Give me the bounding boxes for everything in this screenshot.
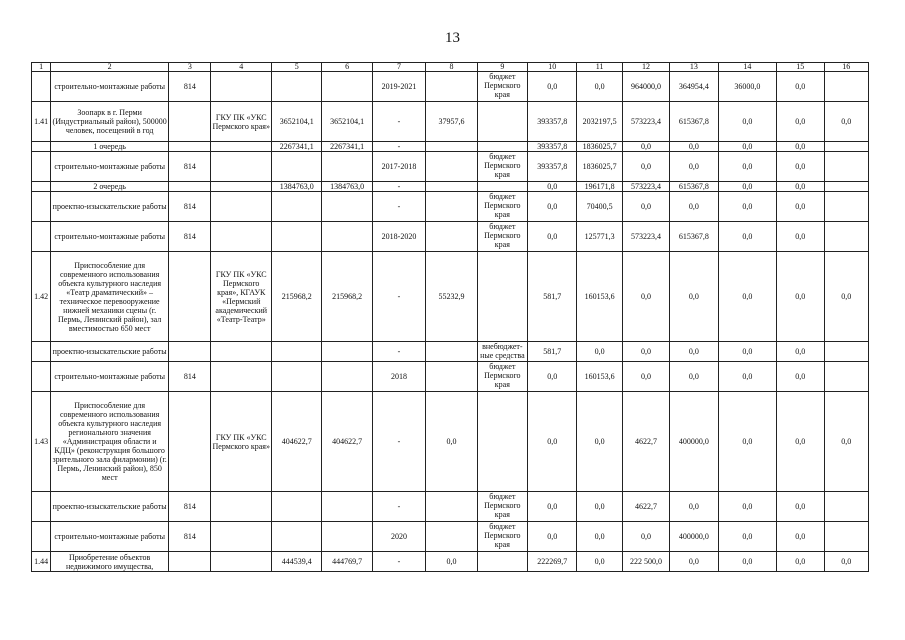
table-cell: 0,0 <box>718 192 776 222</box>
table-cell: 0,0 <box>670 192 718 222</box>
table-row <box>32 192 869 222</box>
table-cell: 196171,8 <box>577 182 622 192</box>
table-cell: 3652104,1 <box>271 102 321 142</box>
table-cell <box>426 152 477 182</box>
table-cell: 814 <box>169 192 211 222</box>
table-cell <box>32 152 51 182</box>
table-cell: проектно-изыскательские работы <box>51 342 169 362</box>
table-cell <box>271 492 321 522</box>
table-cell <box>477 252 527 342</box>
table-cell <box>824 182 869 192</box>
table-cell <box>322 522 372 552</box>
table-cell: 0,0 <box>670 492 718 522</box>
table-cell: 125771,3 <box>577 222 622 252</box>
table-cell <box>32 492 51 522</box>
table-cell <box>32 182 51 192</box>
table-cell: 0,0 <box>718 522 776 552</box>
table-cell: - <box>372 342 425 362</box>
table-cell: 0,0 <box>718 392 776 492</box>
table-cell: 1384763,0 <box>322 182 372 192</box>
table-cell: 0,0 <box>824 552 869 572</box>
table-cell <box>211 72 272 102</box>
table-row <box>32 102 869 142</box>
column-number: 10 <box>528 63 577 72</box>
table-cell: 0,0 <box>577 492 622 522</box>
table-cell <box>426 362 477 392</box>
table-cell: 0,0 <box>622 192 669 222</box>
table-cell: 0,0 <box>528 492 577 522</box>
page-number: 13 <box>445 30 460 46</box>
table-cell: бюджет Пермского края <box>477 72 527 102</box>
table-cell: 0,0 <box>718 552 776 572</box>
table-cell: - <box>372 492 425 522</box>
table-cell: 0,0 <box>777 492 824 522</box>
table-cell: бюджет Пермского края <box>477 152 527 182</box>
table-cell <box>824 342 869 362</box>
table-cell <box>169 182 211 192</box>
table-cell <box>426 182 477 192</box>
table-cell <box>477 142 527 152</box>
table-cell <box>271 362 321 392</box>
table-cell: 222 500,0 <box>622 552 669 572</box>
table-cell: 2019-2021 <box>372 72 425 102</box>
table-cell: 393357,8 <box>528 102 577 142</box>
table-cell: - <box>372 142 425 152</box>
table-cell: 814 <box>169 492 211 522</box>
table-cell <box>32 342 51 362</box>
table-cell <box>211 192 272 222</box>
investment-table <box>31 62 869 572</box>
table-cell: 0,0 <box>777 522 824 552</box>
table-cell <box>169 392 211 492</box>
table-cell <box>211 552 272 572</box>
table-cell: 1.44 <box>32 552 51 572</box>
table-row <box>32 72 869 102</box>
table-cell: 615367,8 <box>670 222 718 252</box>
table-cell: 0,0 <box>718 342 776 362</box>
table-cell: 0,0 <box>528 192 577 222</box>
table-cell: 0,0 <box>718 362 776 392</box>
table-cell: строительно-монтажные работы <box>51 362 169 392</box>
table-cell: 1.41 <box>32 102 51 142</box>
table-cell <box>271 222 321 252</box>
table-cell: 1384763,0 <box>271 182 321 192</box>
table-cell <box>211 142 272 152</box>
table-cell <box>426 342 477 362</box>
table-cell: проектно-изыскательские работы <box>51 192 169 222</box>
table-cell: 0,0 <box>718 102 776 142</box>
table-cell: 3652104,1 <box>322 102 372 142</box>
table-cell: 160153,6 <box>577 362 622 392</box>
table-cell: 215968,2 <box>271 252 321 342</box>
column-number: 7 <box>372 63 425 72</box>
table-cell <box>322 152 372 182</box>
table-cell: 0,0 <box>777 392 824 492</box>
table-cell: строительно-монтажные работы <box>51 522 169 552</box>
table-cell: Приспособление для современного использования объекта культурного наследия «Театр драматический» – техническое перевооружение нижней механики сцены (г. Пермь, Ленинский район), зал вместимостью 650 мест <box>51 252 169 342</box>
table-cell: 2 очередь <box>51 182 169 192</box>
table-cell: бюджет Пермского края <box>477 522 527 552</box>
column-number-row <box>32 63 869 72</box>
table-cell: 0,0 <box>622 522 669 552</box>
column-number: 12 <box>622 63 669 72</box>
table-cell: 364954,4 <box>670 72 718 102</box>
table-cell: 0,0 <box>777 192 824 222</box>
table-cell: 0,0 <box>824 252 869 342</box>
table-cell: - <box>372 392 425 492</box>
table-cell: - <box>372 252 425 342</box>
table-cell: 2017-2018 <box>372 152 425 182</box>
table-cell: 0,0 <box>777 252 824 342</box>
column-number: 6 <box>322 63 372 72</box>
table-cell: 814 <box>169 222 211 252</box>
table-cell <box>271 192 321 222</box>
table-cell: 615367,8 <box>670 102 718 142</box>
table-cell <box>477 392 527 492</box>
column-number: 3 <box>169 63 211 72</box>
table-cell <box>824 72 869 102</box>
table-cell: 0,0 <box>824 392 869 492</box>
table-cell <box>477 552 527 572</box>
table-cell <box>426 142 477 152</box>
table-cell: 0,0 <box>718 142 776 152</box>
table-cell: строительно-монтажные работы <box>51 152 169 182</box>
table-cell: 573223,4 <box>622 182 669 192</box>
table-cell <box>169 102 211 142</box>
table-cell <box>322 192 372 222</box>
table-cell <box>824 222 869 252</box>
table-cell: 2018-2020 <box>372 222 425 252</box>
table-cell <box>211 362 272 392</box>
table-cell: 0,0 <box>718 182 776 192</box>
table-cell: 0,0 <box>718 222 776 252</box>
column-number: 2 <box>51 63 169 72</box>
table-cell: 0,0 <box>718 252 776 342</box>
table-cell: бюджет Пермского края <box>477 362 527 392</box>
table-cell <box>32 522 51 552</box>
table-cell: 393357,8 <box>528 142 577 152</box>
table-cell: 400000,0 <box>670 522 718 552</box>
table-cell <box>824 142 869 152</box>
table-cell: строительно-монтажные работы <box>51 72 169 102</box>
table-cell: 1 очередь <box>51 142 169 152</box>
table-cell: 573223,4 <box>622 102 669 142</box>
column-number: 14 <box>718 63 776 72</box>
table-cell: 393357,8 <box>528 152 577 182</box>
table-cell: 0,0 <box>426 552 477 572</box>
table-cell: 615367,8 <box>670 182 718 192</box>
table-cell: 0,0 <box>777 72 824 102</box>
table-cell <box>169 552 211 572</box>
table-row <box>32 392 869 492</box>
table-cell: ГКУ ПК «УКС Пермского края» <box>211 102 272 142</box>
table-cell <box>824 192 869 222</box>
table-cell: 0,0 <box>622 362 669 392</box>
table-cell <box>322 72 372 102</box>
table-cell <box>477 182 527 192</box>
table-cell: ГКУ ПК «УКС Пермского края» <box>211 392 272 492</box>
table-cell: 964000,0 <box>622 72 669 102</box>
table-cell: 814 <box>169 522 211 552</box>
table-cell <box>32 72 51 102</box>
table-cell <box>32 362 51 392</box>
table-cell: 0,0 <box>670 142 718 152</box>
table-cell <box>322 222 372 252</box>
table-cell: 0,0 <box>577 552 622 572</box>
table-cell: 0,0 <box>528 392 577 492</box>
table-cell: 0,0 <box>528 522 577 552</box>
table-cell: 2267341,1 <box>322 142 372 152</box>
column-number: 15 <box>777 63 824 72</box>
table-cell: 814 <box>169 152 211 182</box>
table-cell: 0,0 <box>777 362 824 392</box>
table-cell: 1.42 <box>32 252 51 342</box>
table-cell: Приобретение объектов недвижимого имущества, <box>51 552 169 572</box>
table-cell: внебюджет-ные средства <box>477 342 527 362</box>
table-cell <box>426 72 477 102</box>
table-cell: 573223,4 <box>622 222 669 252</box>
column-number: 11 <box>577 63 622 72</box>
table-cell: 0,0 <box>622 142 669 152</box>
table-cell <box>824 152 869 182</box>
table-cell <box>426 222 477 252</box>
table-row <box>32 362 869 392</box>
table-cell <box>477 102 527 142</box>
table-cell: 0,0 <box>528 72 577 102</box>
table-cell: Зоопарк в г. Перми (Индустриальный район), 500000 человек, посещений в год <box>51 102 169 142</box>
table-row <box>32 142 869 152</box>
table-cell <box>211 222 272 252</box>
table-cell: 0,0 <box>777 182 824 192</box>
table-cell: 160153,6 <box>577 252 622 342</box>
table-cell: 404622,7 <box>271 392 321 492</box>
table-cell <box>211 182 272 192</box>
table-cell <box>169 142 211 152</box>
table-cell: 0,0 <box>577 392 622 492</box>
table-cell: 222269,7 <box>528 552 577 572</box>
table-cell <box>322 362 372 392</box>
table-cell: Приспособление для современного использования объекта культурного наследия регионального значения «Администрация области и КДЦ» (реконструкция большого зрительного зала филармонии) (г. Пермь, Ленинский район), 850 мест <box>51 392 169 492</box>
table-cell: 0,0 <box>670 362 718 392</box>
table-row <box>32 492 869 522</box>
table-cell <box>824 522 869 552</box>
table-cell: 444539,4 <box>271 552 321 572</box>
table-row <box>32 522 869 552</box>
table-cell: 0,0 <box>670 252 718 342</box>
table-cell: - <box>372 102 425 142</box>
table-row <box>32 552 869 572</box>
table-row <box>32 342 869 362</box>
table-cell: ГКУ ПК «УКС Пермского края», КГАУК «Пермский академический «Театр-Театр» <box>211 252 272 342</box>
table-cell: 70400,5 <box>577 192 622 222</box>
table-cell: бюджет Пермского края <box>477 492 527 522</box>
table-cell <box>211 152 272 182</box>
column-number: 1 <box>32 63 51 72</box>
table-cell <box>271 342 321 362</box>
table-cell: 0,0 <box>777 142 824 152</box>
table-cell <box>211 342 272 362</box>
table-cell: - <box>372 192 425 222</box>
table-cell: 2032197,5 <box>577 102 622 142</box>
table-cell: 0,0 <box>670 552 718 572</box>
table-cell <box>271 72 321 102</box>
table-cell <box>322 342 372 362</box>
table-cell <box>32 192 51 222</box>
table-cell <box>271 152 321 182</box>
table-cell: 581,7 <box>528 342 577 362</box>
table-cell <box>271 522 321 552</box>
table-cell: 814 <box>169 362 211 392</box>
table-cell: 215968,2 <box>322 252 372 342</box>
table-cell: 0,0 <box>528 182 577 192</box>
table-cell: 0,0 <box>718 492 776 522</box>
table-cell: 37957,6 <box>426 102 477 142</box>
table-cell: проектно-изыскательские работы <box>51 492 169 522</box>
table-cell <box>824 492 869 522</box>
table-cell <box>211 492 272 522</box>
table-cell: 2018 <box>372 362 425 392</box>
table-cell: 0,0 <box>577 72 622 102</box>
column-number: 9 <box>477 63 527 72</box>
table-cell: 0,0 <box>777 222 824 252</box>
column-number: 5 <box>271 63 321 72</box>
table-cell: 1.43 <box>32 392 51 492</box>
table-cell: 1836025,7 <box>577 142 622 152</box>
table-cell: 4622,7 <box>622 492 669 522</box>
table-cell: - <box>372 552 425 572</box>
table-row <box>32 182 869 192</box>
table-row <box>32 252 869 342</box>
table-cell <box>169 252 211 342</box>
table-row <box>32 222 869 252</box>
table-row <box>32 152 869 182</box>
table-cell <box>169 342 211 362</box>
column-number: 13 <box>670 63 718 72</box>
table-cell <box>426 492 477 522</box>
column-number: 16 <box>824 63 869 72</box>
table-cell <box>426 522 477 552</box>
table-cell: 0,0 <box>670 342 718 362</box>
table-cell: 0,0 <box>777 152 824 182</box>
table-cell: бюджет Пермского края <box>477 222 527 252</box>
table-cell: 0,0 <box>777 342 824 362</box>
table-cell <box>322 492 372 522</box>
table-cell: 1836025,7 <box>577 152 622 182</box>
table-cell <box>32 142 51 152</box>
table-cell: 0,0 <box>577 522 622 552</box>
table-cell: 444769,7 <box>322 552 372 572</box>
table-cell: 404622,7 <box>322 392 372 492</box>
table-cell <box>426 192 477 222</box>
table-cell: 0,0 <box>718 152 776 182</box>
table-cell: 2020 <box>372 522 425 552</box>
table-cell: 581,7 <box>528 252 577 342</box>
table-cell: 0,0 <box>670 152 718 182</box>
table-cell: 36000,0 <box>718 72 776 102</box>
table-cell: - <box>372 182 425 192</box>
table-cell: 0,0 <box>528 362 577 392</box>
table-cell: 0,0 <box>577 342 622 362</box>
table-cell <box>824 362 869 392</box>
table-cell: 0,0 <box>777 102 824 142</box>
table-cell: 814 <box>169 72 211 102</box>
column-number: 8 <box>426 63 477 72</box>
table-cell <box>32 222 51 252</box>
column-number: 4 <box>211 63 272 72</box>
table-cell: строительно-монтажные работы <box>51 222 169 252</box>
table-cell: 0,0 <box>528 222 577 252</box>
table-cell <box>211 522 272 552</box>
table-cell: 0,0 <box>824 102 869 142</box>
table-cell: 400000,0 <box>670 392 718 492</box>
table-cell: 0,0 <box>622 152 669 182</box>
table-cell: 4622,7 <box>622 392 669 492</box>
table-cell: 0,0 <box>426 392 477 492</box>
table-cell: 0,0 <box>622 342 669 362</box>
table-cell: 55232,9 <box>426 252 477 342</box>
table-cell: бюджет Пермского края <box>477 192 527 222</box>
table-cell: 0,0 <box>777 552 824 572</box>
table-cell: 2267341,1 <box>271 142 321 152</box>
table-cell: 0,0 <box>622 252 669 342</box>
